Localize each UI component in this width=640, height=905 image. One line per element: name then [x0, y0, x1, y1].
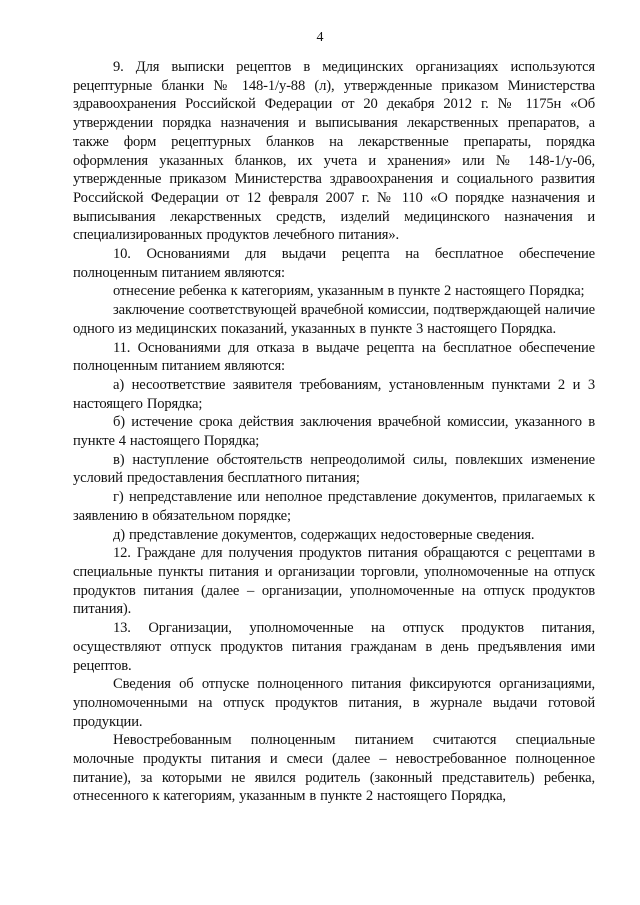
paragraph-13-records: Сведения об отпуске полноценного питания фиксируются организациями, уполномоченными на отпуск продуктов питания, в журнале выдачи готовой продукции. — [73, 676, 595, 730]
paragraph-13-unclaimed: Невостребованным полноценным питанием считаются специальные молочные продукты питания и смеси (далее – невостребованное полноценное питание), за которыми не явился родитель (законный представитель) ребенка, отнесенного к категориям, указанным в пункте 2 настоящего Порядка, — [73, 732, 595, 805]
paragraph-13: 13. Организации, уполномоченные на отпуск продуктов питания, осуществляют отпуск продуктов питания гражданам в день предъявления ими рецептов. — [73, 620, 595, 674]
document-body — [73, 58, 595, 806]
paragraph-11-item-g: г) непредставление или неполное представление документов, прилагаемых к заявлению в обязательном порядке; — [73, 489, 595, 524]
paragraph-11-item-v: в) наступление обстоятельств непреодолимой силы, повлекших изменение условий предоставления бесплатного питания; — [73, 451, 595, 487]
paragraph-11-item-d: д) представление документов, содержащих недостоверные сведения. — [113, 526, 535, 543]
page-number: 4 — [316, 30, 324, 45]
paragraph-9: 9. Для выписки рецептов в медицинских организациях используются рецептурные бланки № 148-1/у-88 (л), утвержденные приказом Министерства здравоохранения Российской Федерации от 20 декабря 2012 г. № 1175н «Об утверждении порядка назначения и выписывания лекарственных препаратов, а также форм рецептурных бланков на лекарственные препараты, порядка оформления указанных бланков, их учета и хранения» или № 148-1/у-06, утвержденные приказом Министерства здравоохранения и социального развития Российской Федерации от 12 февраля 2007 г. № 110 «О порядке назначения и выписывания лекарственных средств, изделий медицинского назначения и специализированных продуктов лечебного питания». — [73, 59, 595, 244]
paragraph-12: 12. Граждане для получения продуктов питания обращаются с рецептами в специальные пункты питания и организации торговли, уполномоченные на отпуск продуктов питания (далее – организации, уполномоченные на отпуск продуктов питания). — [73, 545, 595, 618]
paragraph-11-item-b: б) истечение срока действия заключения врачебной комиссии, указанного в пункте 4 настоящего Порядка; — [73, 414, 595, 450]
paragraph-10-item-2: заключение соответствующей врачебной комиссии, подтверждающей наличие одного из медицинских показаний, указанных в пункте 3 настоящего Порядка. — [73, 302, 595, 337]
paragraph-11: 11. Основаниями для отказа в выдаче рецепта на бесплатное обеспечение полноценным питанием являются: — [73, 339, 595, 375]
paragraph-11-item-a: а) несоответствие заявителя требованиям, установленным пунктами 2 и 3 настоящего Порядка; — [73, 376, 595, 412]
paragraph-10: 10. Основаниями для выдачи рецепта на бесплатное обеспечение полноценным питанием являются: — [73, 246, 595, 281]
paragraph-10-item-1: отнесение ребенка к категориям, указанным в пункте 2 настоящего Порядка; — [113, 283, 585, 300]
